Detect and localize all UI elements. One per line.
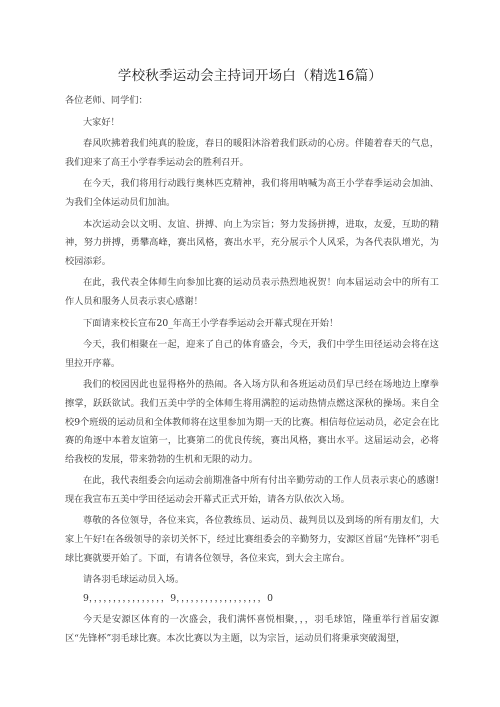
paragraph: 在今天，我们将用行动践行奥林匹克精神，我们将用呐喊为高王小学春季运动会加油、为我们全体运动员们加油。 xyxy=(65,178,439,208)
paragraph: 本次运动会以文明、友谊、拼搏、向上为宗旨；努力发扬拼搏，进取，友爱，互助的精神，努力拼搏，勇攀高峰，赛出风格，赛出水平，充分展示个人风采，为各代表队增光，为校园添彩。 xyxy=(65,218,439,267)
document-title: 学校秋季运动会主持词开场白（精选16篇） xyxy=(117,68,383,84)
paragraph: 今天，我们相聚在一起，迎来了自己的体育盛会，今天，我们中学生田径运动会将在这里拉开序幕。 xyxy=(65,339,439,369)
punctuation-line: 9，，，，，，，，，，，，，，，，9，，，，，，，，，，，，，，，，，，0 xyxy=(83,592,274,604)
paragraph: 春风吹拂着我们纯真的脸庞，春日的暖阳沐浴着我们跃动的心房。伴随着春天的气息，我们迎来了高王小学春季运动会的胜利召开。 xyxy=(65,138,439,168)
paragraph: 下面请来校长宣布20_年高王小学春季运动会开幕式现在开始！ xyxy=(83,317,339,329)
paragraph: 大家好！ xyxy=(83,116,120,128)
paragraph: 今天是安源区体育的一次盛会，我们满怀喜悦相聚，，，羽毛球馆，隆重举行首届安源区“先锋杯”羽毛球比赛。本次比赛以为主题，以为宗旨，运动员们将秉承突破渴望， xyxy=(65,614,439,645)
paragraph: 请各羽毛球运动员入场。 xyxy=(83,574,185,586)
document-body xyxy=(65,92,439,649)
paragraph: 在此，我代表组委会向运动会前期准备中所有付出辛勤劳动的工作人员表示衷心的感谢!现在我宣布五美中学田径运动会开幕式正式开始，请各方队依次入场。 xyxy=(65,475,439,505)
paragraph: 我们的校园因此也显得格外的热闹。各入场方队和各班运动员们早已经在场地边上摩拳擦掌，跃跃欲试。我们五美中学的全体师生将用满腔的运动热情点燃这深秋的操场。来自全校9个班级的运动员和全体教师将在这里参加为期一天的比赛。相信每位运动员，必定会在比赛的角逐中本着友谊第一，比赛第二的优良传统，赛出风格，赛出水平。这届运动会，必将给我校的发展，带来勃勃的生机和无限的动力。 xyxy=(65,379,439,465)
greeting-paragraph: 各位老师、同学们： xyxy=(65,95,148,106)
paragraph: 在此，我代表全体师生向参加比赛的运动员表示热烈地祝贺！向本届运动会中的所有工作人员和服务人员表示衷心感谢！ xyxy=(65,277,439,307)
paragraph: 尊敬的各位领导，各位来宾，各位教练员、运动员、裁判员以及到场的所有朋友们，大家上午好!在各级领导的亲切关怀下，经过比赛组委会的辛勤努力，安源区首届“先锋杯”羽毛球比赛就要开始了。下面，有请各位领导，各位来宾，到大会主席台。 xyxy=(65,515,439,564)
